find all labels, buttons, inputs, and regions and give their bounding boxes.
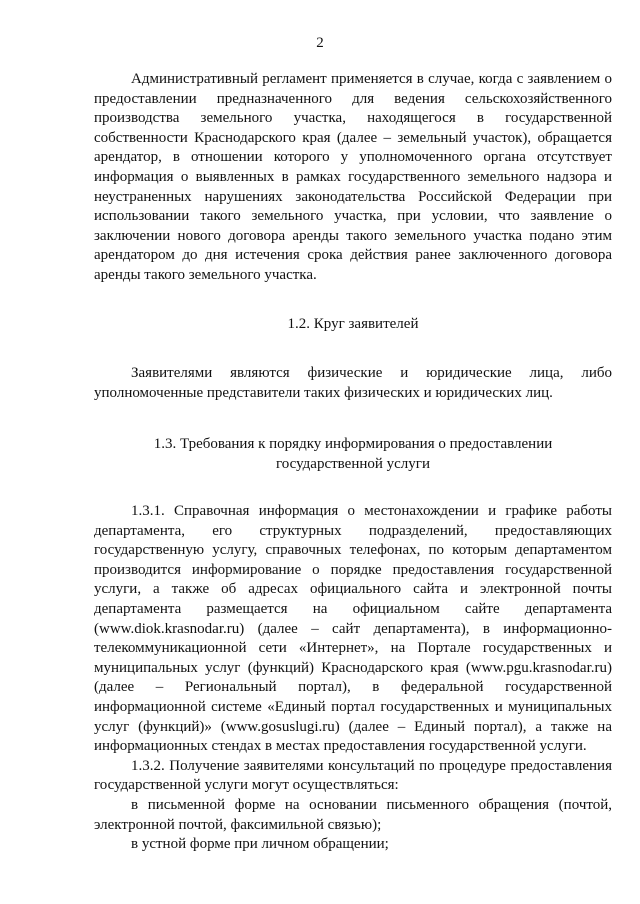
intro-paragraph-block xyxy=(94,70,612,286)
paragraph-written-form: в письменной форме на основании письменного обращения (почтой, электронной почтой, факсимильной связью); xyxy=(94,796,612,833)
applicants-paragraph: Заявителями являются физические и юридические лица, либо уполномоченные представители таких физических и юридических лиц. xyxy=(94,365,612,401)
section-heading-1-2: 1.2. Круг заявителей xyxy=(287,316,419,332)
section-heading-1-3 xyxy=(94,435,612,474)
paragraph-1-3-1: 1.3.1. Справочная информация о местонахождении и графике работы департамента, его структурных подразделений, предоставляющих государственную услугу, справочных телефонах, по которым департаментом производится информирование о порядке предоставления государственной услуги, а также об адресах официального сайта и электронной почты департамента размещается на официальном сайте департамента (www.diok.krasnodar.ru) (далее – сайт департамента), в информационно-телекоммуникационной сети «Интернет», на Портале государственных и муниципальных услуг (функций) Краснодарского края (www.pgu.krasnodar.ru) (далее – Региональный портал), в федеральной государственной информационной системе «Единый портал государственных и муниципальных услуг (функций)» (www.gosuslugi.ru) (далее – Единый портал), а также на информационных стендах в местах предоставления государственной услуги. xyxy=(94,503,612,755)
paragraph-1-3-2: 1.3.2. Получение заявителями консультаций по процедуре предоставления государственной услуги могут осуществляться: xyxy=(94,757,612,794)
intro-paragraph: Административный регламент применяется в случае, когда с заявлением о предоставлении предназначенного для ведения сельскохозяйственного производства земельного участка, находящегося в государственной собственности Краснодарского края (далее – земельный участок), обращается арендатор, в отношении которого у уполномоченного органа отсутствует информация о выявленных в рамках государственного земельного надзора и неустраненных нарушениях законодательства Российской Федерации при использовании такого земельного участка, при условии, что заявление о заключении нового договора аренды такого земельного участка подано этим арендатором до дня истечения срока действия ранее заключенного договора аренды такого земельного участка. xyxy=(94,71,612,283)
page-number: 2 xyxy=(316,35,324,51)
paragraph-oral-form: в устной форме при личном обращении; xyxy=(131,836,389,853)
section-heading-1-3-line2: государственной услуги xyxy=(276,455,430,472)
info-paragraphs-block xyxy=(94,502,612,855)
applicants-paragraph-block xyxy=(94,364,612,403)
section-heading-1-3-line1: 1.3. Требования к порядку информирования о предоставлении xyxy=(153,436,553,452)
